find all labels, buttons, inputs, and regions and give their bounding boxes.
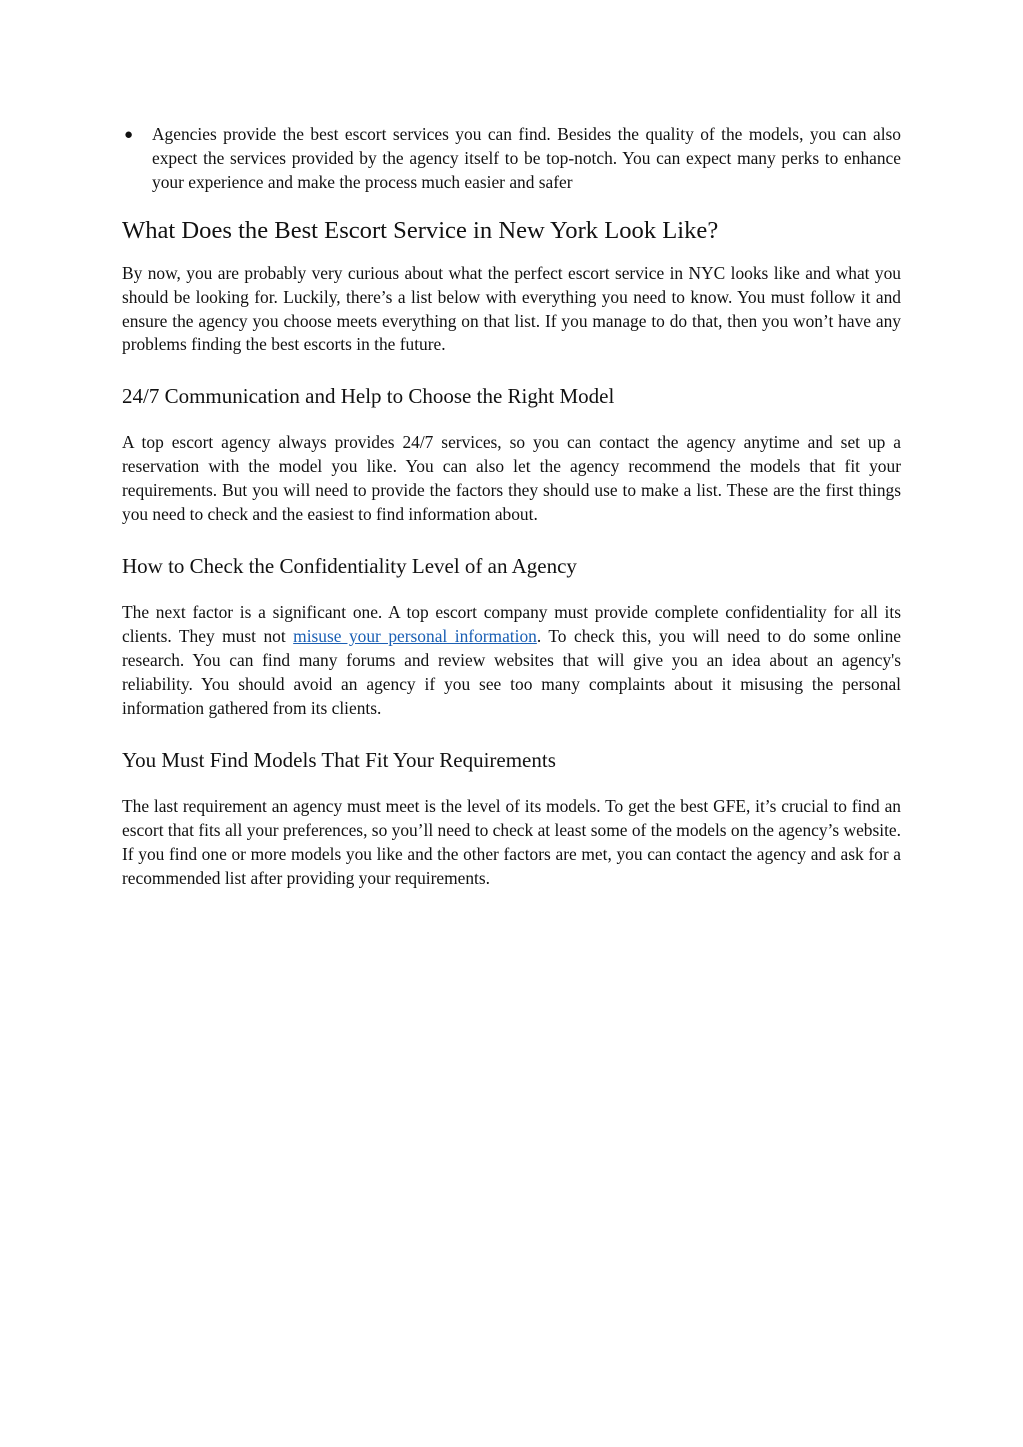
bullet-list — [122, 122, 901, 194]
confidentiality-text-after: . To check this, you will need to do some online research. You can find many forums and review websites that will give you an idea about an agency's reliability. You should avoid an agency if you see too many complaints about it misusing the personal information gathered from its clients. — [122, 626, 901, 718]
personal-information-link[interactable]: misuse your personal information — [293, 626, 537, 647]
section-heading-models: You Must Find Models That Fit Your Requirements — [122, 748, 556, 773]
page-title: What Does the Best Escort Service in New York Look Like? — [122, 217, 719, 244]
confidentiality-text-before: The next factor is a significant one. A top escort company must provide complete confidentiality for all its clients. They must not — [122, 602, 901, 647]
list-item — [122, 122, 901, 194]
section-heading-confidentiality: How to Check the Confidentiality Level of an Agency — [122, 554, 577, 579]
section-body-confidentiality — [122, 601, 901, 720]
document-page — [122, 122, 901, 891]
section-heading-communication: 24/7 Communication and Help to Choose the Right Model — [122, 384, 615, 409]
bullet-text: Agencies provide the best escort services you can find. Besides the quality of the models, you can also expect the services provided by the agency itself to be top-notch. You can expect many perks to enhance your experience and make the process much easier and safer — [152, 124, 901, 192]
section-body-models: The last requirement an agency must meet is the level of its models. To get the best GFE, it’s crucial to find an escort that fits all your preferences, so you’ll need to check at least some of the models on the agency’s website. If you find one or more models you like and the other factors are met, you can contact the agency and ask for a recommended list after providing your requirements. — [122, 796, 901, 888]
bullet-icon: ● — [124, 127, 134, 143]
intro-paragraph: By now, you are probably very curious about what the perfect escort service in NYC looks like and what you should be looking for. Luckily, there’s a list below with everything you need to know. You must follow it and ensure the agency you choose meets everything on that list. If you manage to do that, then you won’t have any problems finding the best escorts in the future. — [122, 263, 901, 355]
section-body-communication: A top escort agency always provides 24/7 services, so you can contact the agency anytime and set up a reservation with the model you like. You can also let the agency recommend the models that fit your requirements. But you will need to provide the factors they should use to make a list. These are the first things you need to check and the easiest to find information about. — [122, 432, 901, 524]
